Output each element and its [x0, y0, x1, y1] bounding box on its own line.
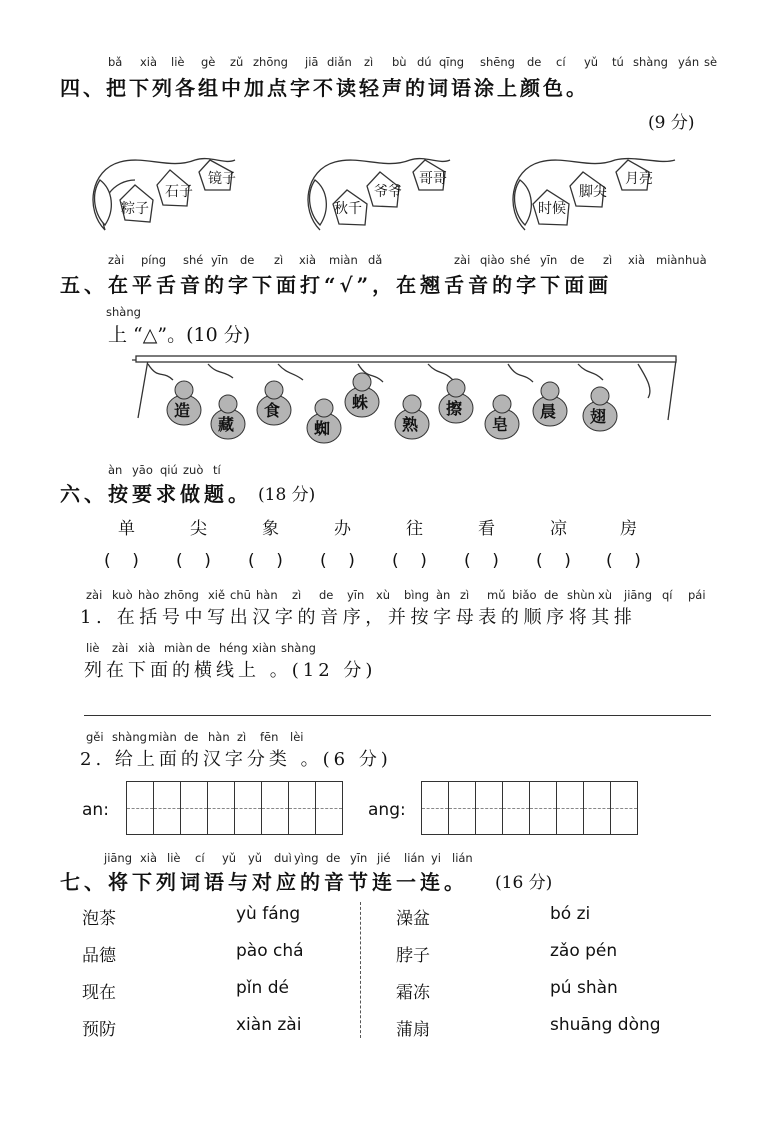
pinyin: zì [274, 253, 284, 267]
match-pinyin[interactable]: shuāng dòng [550, 1015, 661, 1035]
answer-line[interactable] [84, 715, 711, 716]
sec5-pinyin-row [100, 253, 720, 269]
pinyin: yīn [211, 253, 229, 267]
pinyin: miàn [329, 253, 358, 267]
char-item: 凉 [550, 519, 567, 539]
pinyin: zì [237, 730, 247, 744]
section-title: 在平舌音的字下面打“√”，在翘舌音的字下面画 [108, 273, 613, 297]
pinyin: shùn [567, 588, 595, 602]
pinyin: zuò [183, 463, 204, 477]
pinyin: de [319, 588, 334, 602]
q1-text-line-1: 1. 在括号中写出汉字的音序，并按字母表的顺序将其排 [80, 607, 637, 628]
pinyin: jiāng [624, 588, 653, 602]
pinyin: yi [431, 851, 442, 865]
column-divider [360, 902, 361, 1038]
pinyin: miàn [164, 641, 193, 655]
sec6-points: (18 分) [258, 485, 316, 505]
q1-pinyin-row-2 [80, 641, 380, 657]
pinyin: yǔ [222, 851, 237, 865]
pinyin: zì [603, 253, 613, 267]
pinyin: cí [195, 851, 205, 865]
section-title: 将下列词语与对应的音节连一连。 [108, 870, 468, 894]
pinyin: yìng [294, 851, 319, 865]
label-ang: ang: [368, 800, 406, 820]
pinyin: xiě [208, 588, 226, 602]
pinyin: de [196, 641, 211, 655]
pinyin: zǔ [230, 55, 244, 69]
pinyin: lèi [290, 730, 304, 744]
answer-paren[interactable]: ( ) [392, 551, 427, 571]
pinyin: yīn [350, 851, 368, 865]
char-item: 象 [262, 519, 279, 539]
gourd-char[interactable]: 藏 [218, 415, 235, 434]
pinyin: qiú [160, 463, 178, 477]
pinyin: fēn [260, 730, 279, 744]
section-title: 把下列各组中加点字不读轻声的词语涂上颜色。 [106, 76, 589, 100]
pinyin: xiàn [252, 641, 277, 655]
pinyin: yīn [540, 253, 558, 267]
section-number: 五、 [60, 273, 108, 297]
answer-paren[interactable]: ( ) [176, 551, 211, 571]
pinyin: miàn [656, 253, 685, 267]
pinyin: qīng [439, 55, 465, 69]
pinyin: de [527, 55, 542, 69]
answer-paren[interactable]: ( ) [248, 551, 283, 571]
pinyin: tú [612, 55, 624, 69]
q1-text-line-2: 列在下面的横线上 。(12 分) [84, 660, 377, 681]
pinyin: kuò [112, 588, 133, 602]
gourd-char[interactable]: 皂 [492, 415, 509, 434]
pinyin: zì [292, 588, 302, 602]
match-pinyin[interactable]: pào chá [236, 941, 304, 961]
char-item: 看 [478, 519, 495, 539]
pinyin: xià [299, 253, 317, 267]
match-pinyin[interactable]: yù fáng [236, 904, 301, 924]
gourd-char[interactable]: 熟 [402, 415, 419, 434]
gourd-rod-illustration [128, 350, 683, 450]
label-an: an: [82, 800, 109, 820]
answer-paren[interactable]: ( ) [104, 551, 139, 571]
match-word[interactable]: 预防 [82, 1020, 116, 1040]
pinyin: jiā [305, 55, 319, 69]
pinyin: zài [112, 641, 129, 655]
match-word[interactable]: 澡盆 [396, 909, 430, 929]
q2-pinyin-row [80, 730, 380, 746]
match-pinyin[interactable]: pǐn dé [236, 978, 289, 998]
pinyin: gè [201, 55, 216, 69]
vine-word[interactable]: 月亮 [625, 171, 653, 187]
pinyin: shàng [633, 55, 668, 69]
gourd-char[interactable]: 翅 [590, 407, 607, 426]
vine-word[interactable]: 时候 [538, 201, 566, 217]
gourd-char[interactable]: 食 [264, 401, 281, 420]
pinyin: xià [140, 55, 158, 69]
pinyin: zài [86, 588, 103, 602]
pinyin: zài [454, 253, 471, 267]
pinyin: gěi [86, 730, 104, 744]
pinyin: lián [452, 851, 473, 865]
sec4-points: (9 分) [648, 113, 695, 133]
pinyin: cí [556, 55, 566, 69]
section-number: 六、 [60, 482, 108, 506]
pinyin: hào [138, 588, 160, 602]
pinyin: de [570, 253, 585, 267]
pinyin: yǔ [584, 55, 599, 69]
pinyin: xù [598, 588, 613, 602]
vine-word[interactable]: 粽子 [121, 201, 149, 217]
pinyin: bù [392, 55, 407, 69]
pinyin: mǔ [487, 588, 506, 602]
pinyin: hàn [208, 730, 230, 744]
pinyin: huà [685, 253, 707, 267]
answer-paren[interactable]: ( ) [536, 551, 571, 571]
sec6-heading [60, 478, 252, 507]
pinyin: liè [167, 851, 181, 865]
sec7-pinyin-row [100, 851, 500, 867]
pinyin: shé [510, 253, 531, 267]
match-word[interactable]: 脖子 [396, 946, 430, 966]
pinyin: yǔ [248, 851, 263, 865]
match-word[interactable]: 蒲扇 [396, 1020, 430, 1040]
pinyin: lián [404, 851, 425, 865]
pinyin: píng [141, 253, 167, 267]
answer-paren[interactable]: ( ) [464, 551, 499, 571]
match-pinyin[interactable]: xiàn zài [236, 1015, 302, 1035]
match-word[interactable]: 品德 [82, 946, 116, 966]
sec4-heading [60, 72, 589, 101]
sec6-pinyin-row [100, 463, 300, 479]
match-word[interactable]: 现在 [82, 983, 116, 1003]
pinyin: yán [678, 55, 700, 69]
section-number: 四、 [60, 76, 106, 100]
writing-grid-an[interactable] [126, 781, 343, 835]
writing-grid-ang[interactable] [421, 781, 638, 835]
pinyin: liè [86, 641, 100, 655]
match-word[interactable]: 泡茶 [82, 909, 116, 929]
pinyin: miàn [148, 730, 177, 744]
pinyin: de [240, 253, 255, 267]
pinyin: diǎn [327, 55, 352, 69]
pinyin: zhōng [164, 588, 199, 602]
pinyin: àn [108, 463, 123, 477]
pinyin: shàng [112, 730, 147, 744]
char-item: 往 [406, 519, 423, 539]
match-word[interactable]: 霜冻 [396, 983, 430, 1003]
pinyin: de [326, 851, 341, 865]
gourd-char[interactable]: 蜘 [314, 419, 331, 438]
pinyin: de [544, 588, 559, 602]
pinyin: xià [140, 851, 158, 865]
pinyin: qí [662, 588, 673, 602]
pinyin: zhōng [253, 55, 288, 69]
pinyin: yīn [347, 588, 365, 602]
pinyin: liè [171, 55, 185, 69]
char-item: 房 [620, 519, 637, 539]
pinyin: jié [377, 851, 391, 865]
answer-paren[interactable]: ( ) [320, 551, 355, 571]
pinyin: de [184, 730, 199, 744]
sec7-heading [60, 866, 468, 895]
pinyin: zì [364, 55, 374, 69]
sec7-points: (16 分) [495, 873, 553, 893]
pinyin: tí [213, 463, 221, 477]
pinyin: yāo [132, 463, 153, 477]
vine-word[interactable]: 秋千 [334, 201, 362, 217]
section-title: 按要求做题。 [108, 482, 252, 506]
pinyin: shēng [480, 55, 515, 69]
pinyin: héng [219, 641, 248, 655]
answer-paren[interactable]: ( ) [606, 551, 641, 571]
pinyin: xià [628, 253, 646, 267]
vine-word[interactable]: 哥哥 [419, 171, 447, 187]
vine-word[interactable]: 石子 [165, 184, 193, 200]
pinyin: shàng [106, 305, 141, 319]
vine-word[interactable]: 脚尖 [579, 184, 607, 200]
pinyin: biǎo [512, 588, 537, 602]
char-item: 办 [334, 519, 351, 539]
match-pinyin[interactable]: pú shàn [550, 978, 618, 998]
pinyin: dǎ [368, 253, 383, 267]
match-pinyin[interactable]: zǎo pén [550, 941, 618, 961]
pinyin: hàn [256, 588, 278, 602]
pinyin: bǎ [108, 55, 123, 69]
pinyin: qiào [480, 253, 505, 267]
pinyin: sè [704, 55, 718, 69]
pinyin: jiāng [104, 851, 133, 865]
pinyin: chū [230, 588, 251, 602]
pinyin: zài [108, 253, 125, 267]
pinyin: duì [274, 851, 292, 865]
gourd-char[interactable]: 擦 [446, 399, 463, 418]
pinyin: shé [183, 253, 204, 267]
sec4-pinyin-row [100, 55, 720, 71]
section-number: 七、 [60, 870, 108, 894]
pinyin: dú [417, 55, 432, 69]
pinyin: àn [436, 588, 451, 602]
pinyin: shàng [281, 641, 316, 655]
vine-word[interactable]: 镜子 [208, 171, 236, 187]
char-item: 尖 [190, 519, 207, 539]
gourd-char[interactable]: 蛛 [352, 393, 369, 412]
char-item: 单 [118, 519, 135, 539]
match-pinyin[interactable]: bó zi [550, 904, 591, 924]
pinyin: xià [138, 641, 156, 655]
pinyin: bìng [404, 588, 430, 602]
sec5-heading-cont: 上 “△”。(10 分) [108, 324, 251, 346]
sec5-heading [60, 269, 612, 298]
q1-pinyin-row-1 [80, 588, 720, 604]
gourd-char[interactable]: 晨 [540, 402, 557, 421]
pinyin: xù [376, 588, 391, 602]
pinyin: zì [460, 588, 470, 602]
gourd-char[interactable]: 造 [174, 401, 191, 420]
pinyin: pái [688, 588, 706, 602]
vine-word[interactable]: 爷爷 [374, 184, 402, 200]
q2-text: 2. 给上面的汉字分类 。(6 分) [80, 749, 392, 770]
